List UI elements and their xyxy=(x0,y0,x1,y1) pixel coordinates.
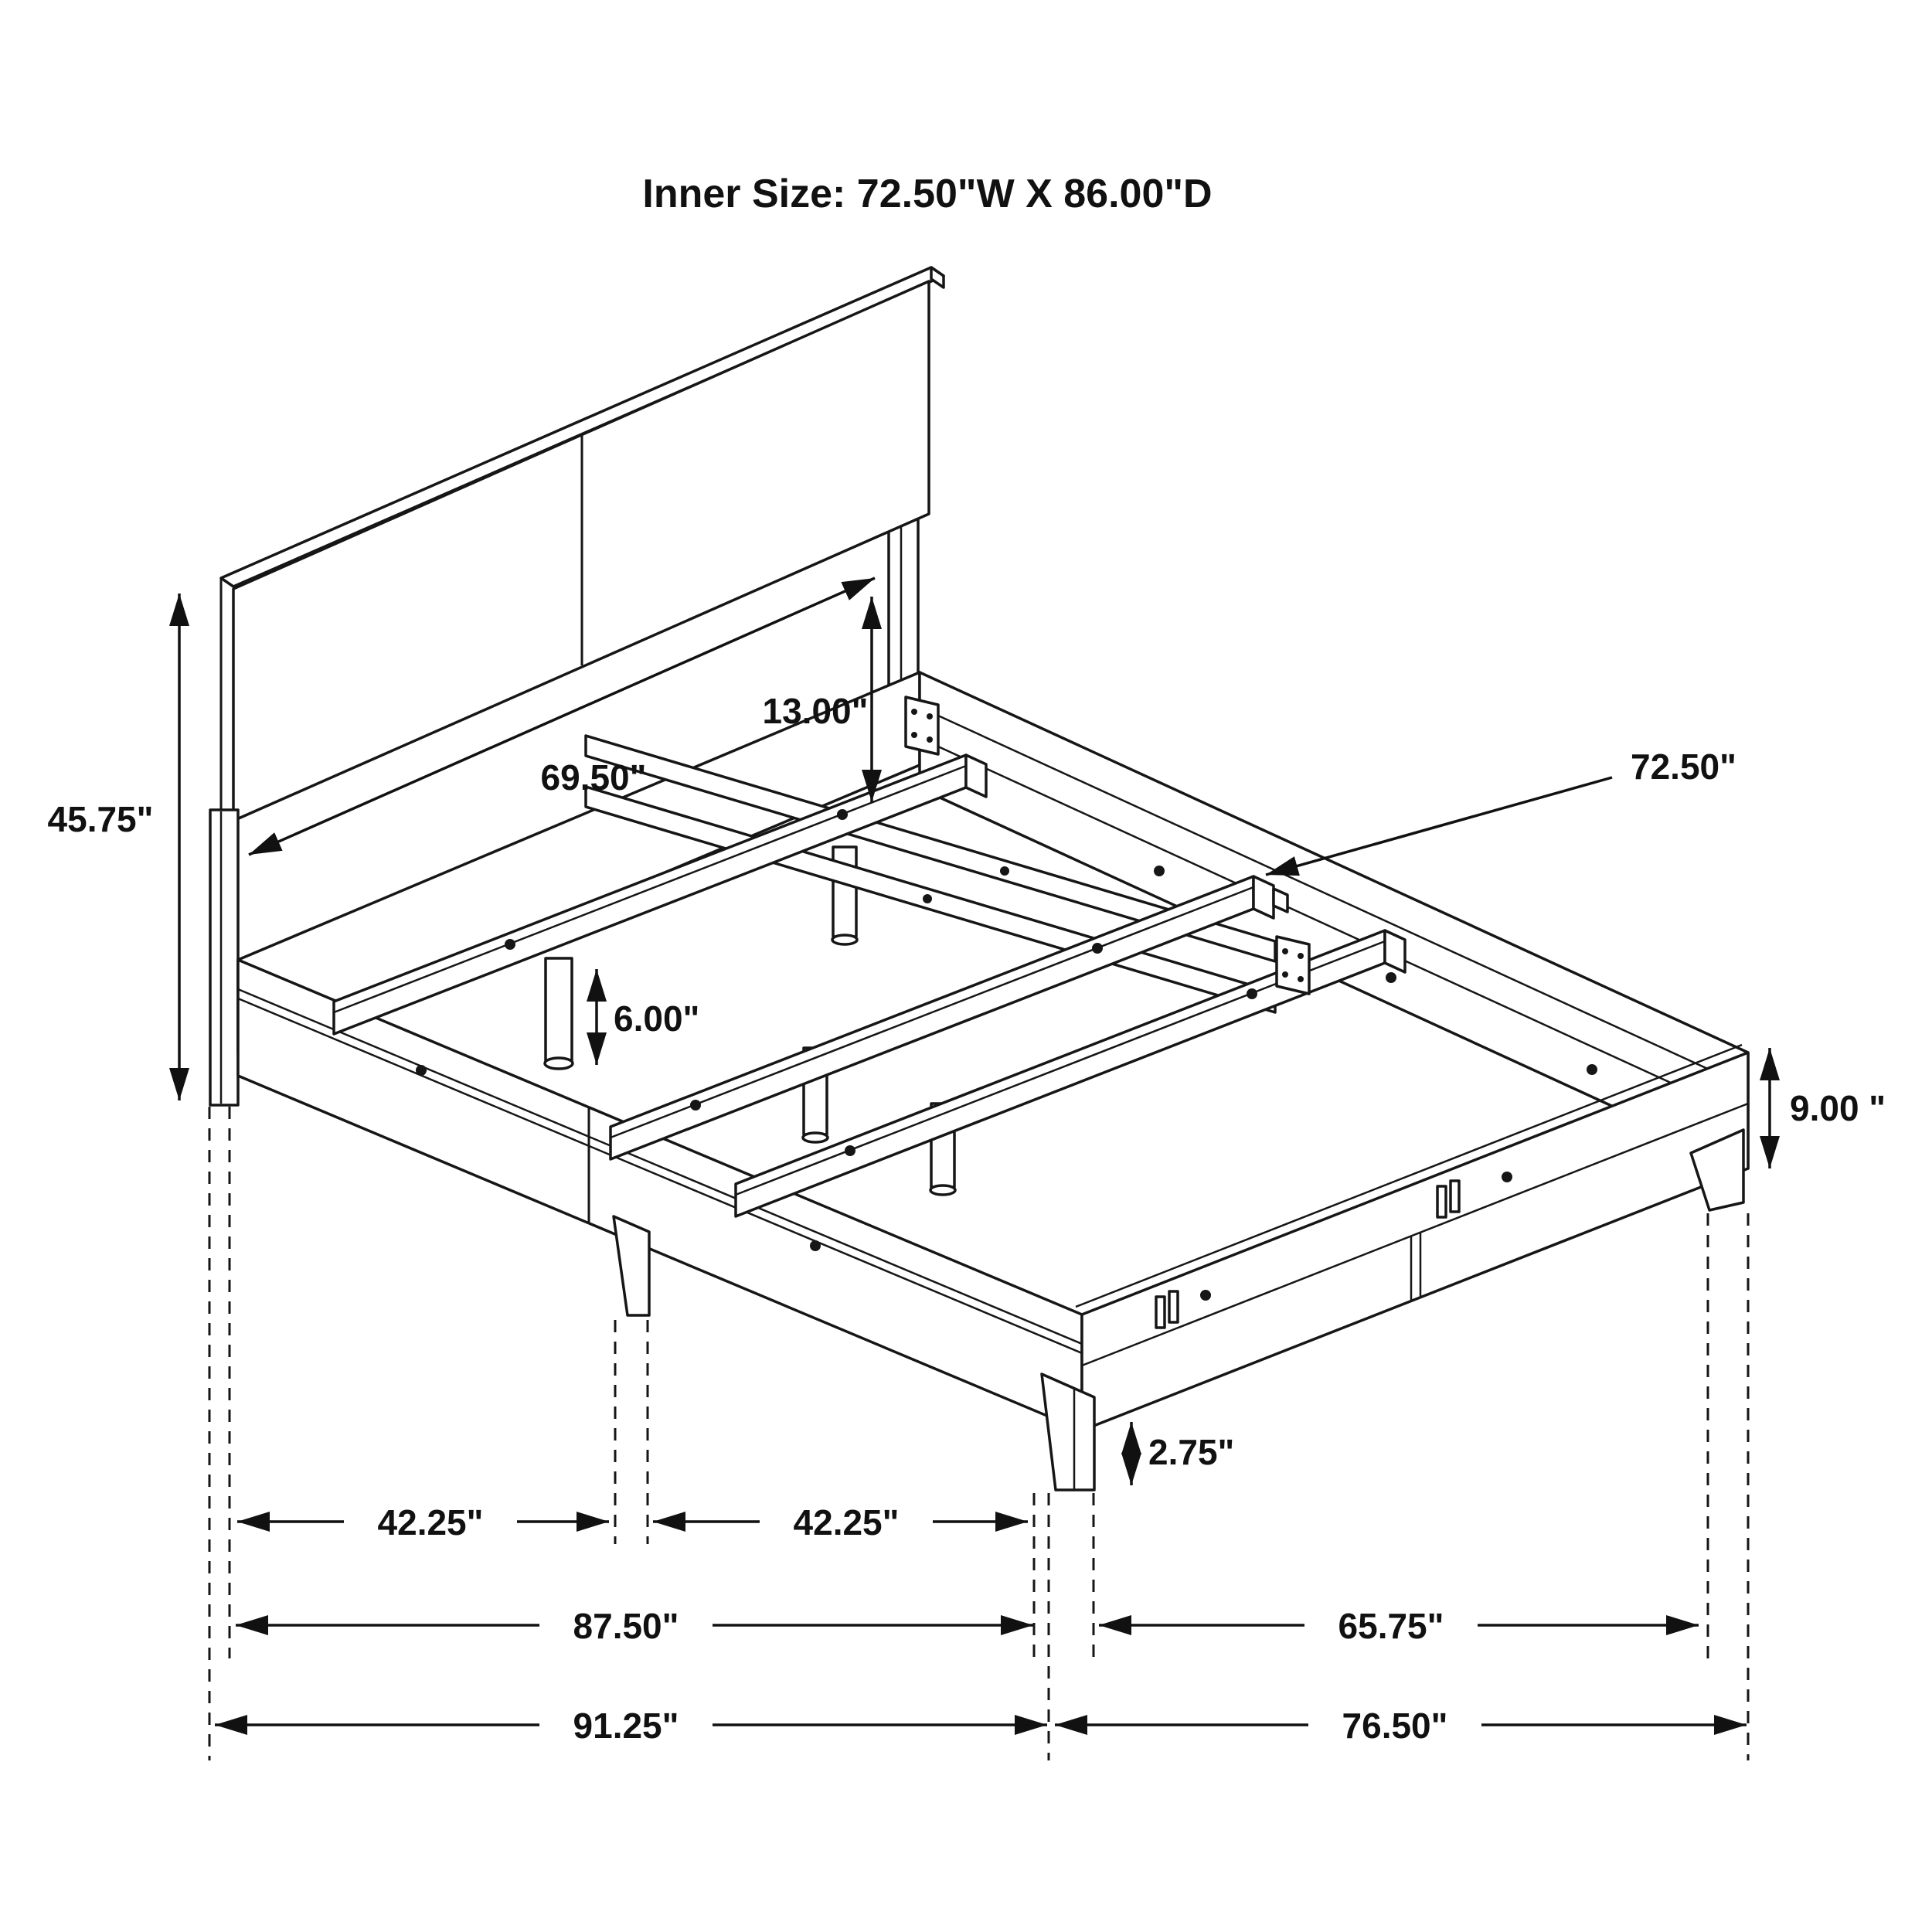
dim-overall-width-label: 76.50" xyxy=(1342,1706,1448,1746)
dim-side-rail-height-label: 9.00 " xyxy=(1790,1088,1886,1128)
dim-overall-length-label: 91.25" xyxy=(573,1706,679,1746)
dim-headboard-post-label: 13.00" xyxy=(762,691,869,731)
diagram-title: Inner Size: 72.50"W X 86.00"D xyxy=(642,172,1213,216)
handle-slot xyxy=(1156,1297,1165,1328)
dim-slat-span-left-label: 42.25" xyxy=(377,1502,484,1543)
headboard-leg-left xyxy=(210,810,238,1105)
dim-slat-leg-label: 6.00" xyxy=(614,998,700,1039)
dim-headboard-width-label: 69.50" xyxy=(540,757,647,798)
bracket-center-rail xyxy=(1277,937,1309,994)
dim-headboard-height-label: 45.75" xyxy=(47,799,154,839)
dim-foot-inner-width-label: 65.75" xyxy=(1338,1606,1444,1646)
dim-foot-leg-label: 2.75" xyxy=(1148,1432,1235,1472)
handle-slot xyxy=(1437,1186,1446,1217)
dim-inner-width-label: 72.50" xyxy=(1631,747,1736,787)
dim-frame-length-label: 87.50" xyxy=(573,1606,679,1646)
slat-leg xyxy=(545,958,573,1069)
bracket-headboard xyxy=(906,697,938,754)
dim-slat-span-right-label: 42.25" xyxy=(793,1502,900,1543)
